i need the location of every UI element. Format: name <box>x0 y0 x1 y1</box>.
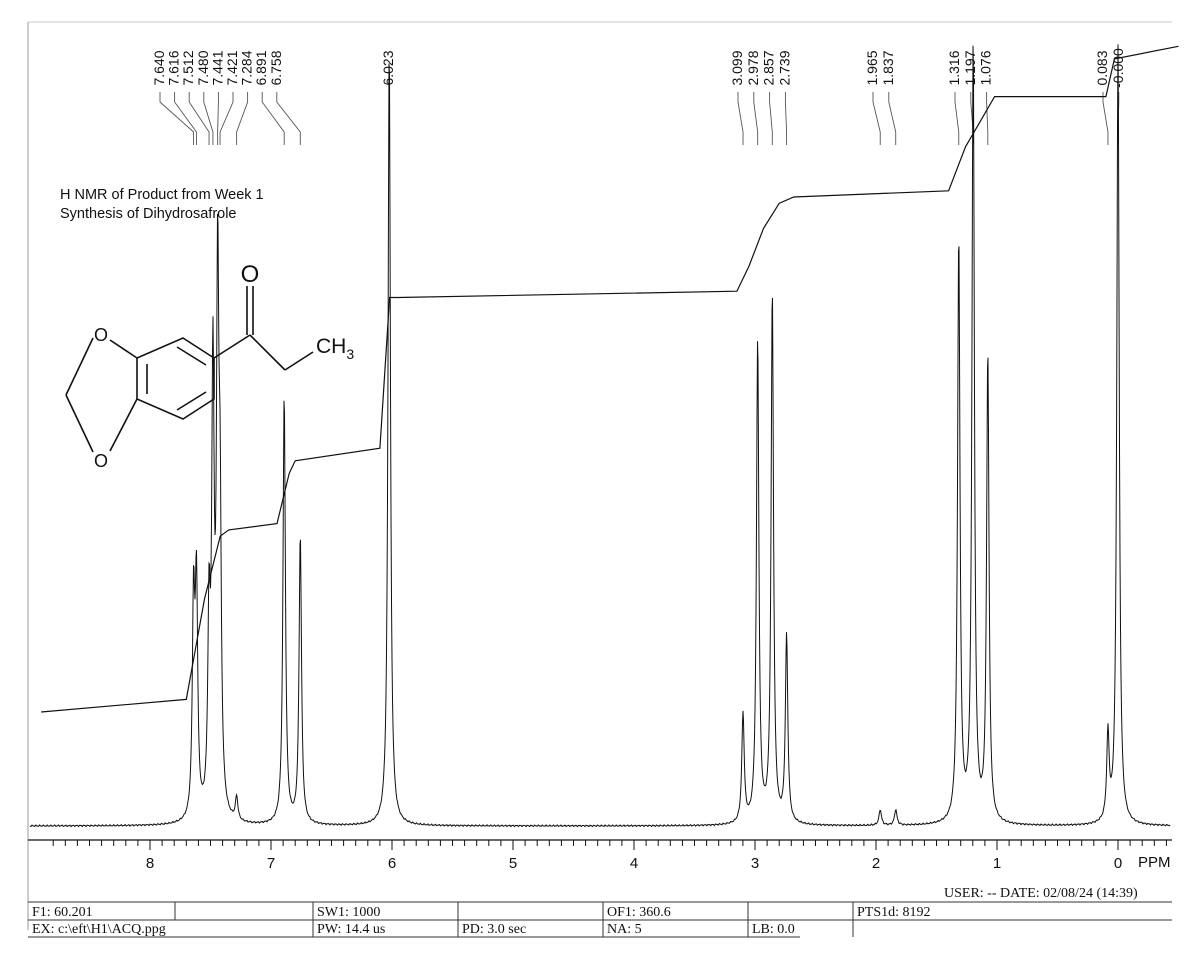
peak-label: 6.891 <box>253 50 270 86</box>
methyl-label: $CH_3$ <box>316 335 355 362</box>
carbonyl-oxygen-label: O <box>240 261 260 288</box>
chart-title-line-1: H NMR of Product from Week 1 <box>60 187 264 203</box>
peak-label: 7.441 <box>209 50 226 86</box>
x-tick-label: 8 <box>145 855 155 872</box>
peak-label: 7.640 <box>151 50 167 86</box>
peak-label: 7.421 <box>224 50 240 86</box>
peak-label: 1.197 <box>961 50 978 86</box>
x-tick-label: 6 <box>387 855 397 872</box>
x-tick-label: 3 <box>750 855 760 872</box>
x-tick-label: 2 <box>871 855 881 872</box>
peak-label: 1.837 <box>879 50 896 86</box>
param-sw1: SW1: 1000 <box>317 905 381 920</box>
user-date-label: USER: -- DATE: 02/08/24 (14:39) <box>944 886 1138 901</box>
peak-label: 6.758 <box>267 50 284 86</box>
peak-label: -0.000 <box>1109 48 1126 88</box>
chart-title-line-2: Synthesis of Dihydrosafrole <box>60 206 237 222</box>
peak-label: 1.076 <box>977 50 994 86</box>
x-tick-label: 4 <box>629 855 639 872</box>
param-na: NA: 5 <box>607 922 642 937</box>
param-ex: EX: c:\eft\H1\ACQ.ppg <box>32 922 166 937</box>
peak-label: 7.512 <box>180 50 197 86</box>
peak-label: 7.616 <box>165 50 182 86</box>
peak-label: 1.965 <box>864 50 880 86</box>
peak-label: 6.023 <box>380 50 397 86</box>
x-tick-label: 5 <box>508 855 518 872</box>
param-of1: OF1: 360.6 <box>607 905 671 920</box>
param-pd: PD: 3.0 sec <box>462 922 527 937</box>
param-f1: F1: 60.201 <box>32 905 93 920</box>
x-tick-label: 1 <box>992 855 1002 872</box>
peak-label: 1.316 <box>946 50 962 86</box>
peak-label: 7.480 <box>194 50 211 86</box>
ring-oxygen-1-label: O <box>93 325 109 345</box>
param-pw: PW: 14.4 us <box>317 922 386 937</box>
peak-label: 3.099 <box>729 50 745 86</box>
x-tick-label: 0 <box>1113 855 1123 872</box>
peak-label: 2.739 <box>776 50 793 86</box>
x-tick-label: 7 <box>266 855 276 872</box>
param-pts: PTS1d: 8192 <box>857 905 931 920</box>
peak-label: 2.978 <box>744 50 761 86</box>
peak-label: 0.083 <box>1094 50 1110 86</box>
peak-label: 7.284 <box>238 50 255 86</box>
param-lb: LB: 0.0 <box>752 922 795 937</box>
ring-oxygen-2-label: O <box>93 451 109 471</box>
x-axis-label: PPM <box>1138 854 1171 871</box>
peak-label: 2.857 <box>760 50 777 86</box>
